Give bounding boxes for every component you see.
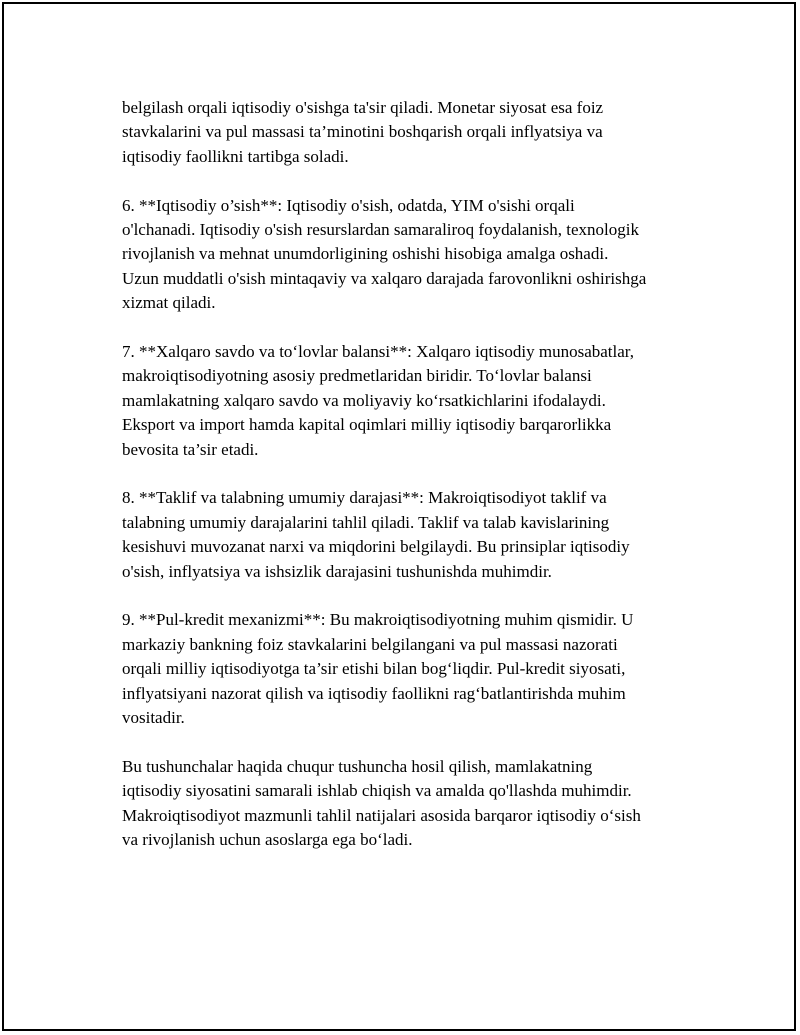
- text-line: xizmat qiladi.: [122, 293, 216, 313]
- paragraph-item-9: [122, 608, 712, 730]
- text-line: iqtisodiy faollikni tartibga soladi.: [122, 146, 349, 166]
- text-line: markaziy bankning foiz stavkalarini belgilangani va pul massasi nazorati: [122, 634, 618, 654]
- text-line: iqtisodiy siyosatini samarali ishlab chiqish va amalda qo'llashda muhimdir.: [122, 781, 632, 801]
- text-line: talabning umumiy darajalarini tahlil qiladi. Taklif va talab kavislarining: [122, 512, 610, 532]
- text-line: Eksport va import hamda kapital oqimlari milliy iqtisodiy barqarorlikka: [122, 415, 612, 435]
- text-line: kesishuvi muvozanat narxi va miqdorini belgilaydi. Bu prinsiplar iqtisodiy: [122, 537, 630, 557]
- text-line: 6. **Iqtisodiy o’sish**: Iqtisodiy o'sish, odatda, YIM o'sishi orqali: [122, 195, 575, 215]
- text-line: rivojlanish va mehnat unumdorligining oshishi hisobiga amalga oshadi.: [122, 244, 609, 264]
- text-line: belgilash orqali iqtisodiy o'sishga ta'sir qiladi. Monetar siyosat esa foiz: [122, 98, 604, 117]
- text-line: o'lchanadi. Iqtisodiy o'sish resurslardan samaraliroq foydalanish, texnologik: [122, 220, 639, 240]
- text-line: 7. **Xalqaro savdo va to‘lovlar balansi**: Xalqaro iqtisodiy munosabatlar,: [122, 342, 635, 362]
- text-line: bevosita ta’sir etadi.: [122, 439, 259, 459]
- text-line: vositadir.: [122, 708, 185, 728]
- page-frame: [2, 2, 796, 1031]
- text-line: o'sish, inflyatsiya va ishsizlik darajasini tushunishda muhimdir.: [122, 561, 552, 581]
- text-line: 8. **Taklif va talabning umumiy darajasi**: Makroiqtisodiyot taklif va: [122, 488, 607, 508]
- document-body: [122, 96, 712, 877]
- text-line: inflyatsiyani nazorat qilish va iqtisodiy faollikni rag‘batlantirishda muhim: [122, 683, 626, 703]
- paragraph-item-6: [122, 194, 712, 316]
- text-line: makroiqtisodiyotning asosiy predmetlaridan biridir. To‘lovlar balansi: [122, 366, 592, 386]
- text-line: mamlakatning xalqaro savdo va moliyaviy ko‘rsatkichlarini ifodalaydi.: [122, 390, 606, 410]
- paragraph-continuation: [122, 96, 712, 169]
- text-line: Bu tushunchalar haqida chuqur tushuncha hosil qilish, mamlakatning: [122, 756, 593, 776]
- text-line: 9. **Pul-kredit mexanizmi**: Bu makroiqtisodiyotning muhim qismidir. U: [122, 610, 634, 630]
- paragraph-item-8: [122, 486, 712, 584]
- text-line: Uzun muddatli o'sish mintaqaviy va xalqaro darajada farovonlikni oshirishga: [122, 268, 647, 288]
- text-line: va rivojlanish uchun asoslarga ega bo‘ladi.: [122, 830, 413, 850]
- text-line: stavkalarini va pul massasi ta’minotini boshqarish orqali inflyatsiya va: [122, 122, 603, 142]
- paragraph-conclusion: [122, 755, 712, 853]
- paragraph-item-7: [122, 340, 712, 462]
- text-line: orqali milliy iqtisodiyotga ta’sir etishi bilan bog‘liqdir. Pul-kredit siyosati,: [122, 659, 626, 679]
- text-line: Makroiqtisodiyot mazmunli tahlil natijalari asosida barqaror iqtisodiy o‘sish: [122, 805, 641, 825]
